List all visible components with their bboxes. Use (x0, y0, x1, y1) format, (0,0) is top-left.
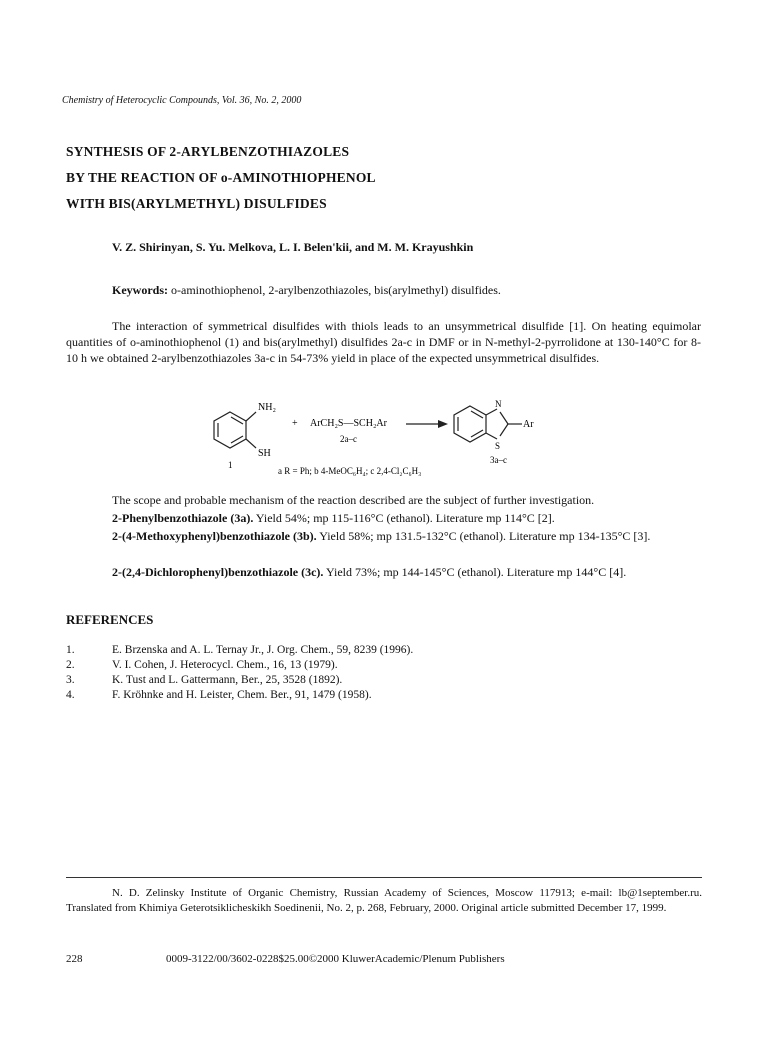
title-line-2: BY THE REACTION OF o-AMINOTHIOPHENOL (66, 170, 376, 185)
authors: V. Z. Shirinyan, S. Yu. Melkova, L. I. Belen'kii, and M. M. Krayushkin (112, 240, 474, 254)
reference-number: 2. (66, 659, 75, 671)
reference-item (66, 659, 338, 671)
product-ar-label: Ar (523, 419, 534, 430)
reference-text: V. I. Cohen, J. Heterocycl. Chem., 16, 13 (1979). (112, 659, 338, 671)
nh2-label: NH₂ (258, 402, 276, 413)
page-number: 228 (66, 953, 83, 965)
scheme-footnote: a R = Ph; b 4-MeOC₆H₄; c 2,4-Cl₂C₆H₃ (278, 466, 422, 476)
compound-3c (112, 564, 626, 580)
affiliation-footnote: N. D. Zelinsky Institute of Organic Chemistry, Russian Academy of Sciences, Moscow 117913; e-mail: lb@1september.ru. Translated from Khimiya Geterotsiklicheskikh Soedinenii, No. 2, p. 268, February, 2000. Original article submitted December 17, 1999. (66, 887, 702, 914)
footnote-divider (66, 877, 702, 878)
reagent-label: 2a–c (340, 434, 357, 444)
journal-header: Chemistry of Heterocyclic Compounds, Vol. 36, No. 2, 2000 (62, 95, 302, 106)
reference-number: 4. (66, 689, 75, 701)
compound-3a (112, 510, 555, 526)
compound-3b-name: 2-(4-Methoxyphenyl)benzothiazole (3b). (112, 529, 317, 543)
reference-item (66, 689, 372, 701)
reaction-scheme (200, 394, 580, 476)
title-line-3: WITH BIS(ARYLMETHYL) DISULFIDES (66, 196, 327, 211)
product-label: 3a–c (490, 455, 507, 465)
product-n-label: N (495, 399, 502, 409)
reference-number: 1. (66, 644, 75, 656)
reference-item (66, 674, 342, 686)
reaction-arrow (406, 420, 448, 428)
compound-3a-name: 2-Phenylbenzothiazole (3a). (112, 511, 254, 525)
reference-text: F. Kröhnke and H. Leister, Chem. Ber., 91, 1479 (1958). (112, 689, 372, 701)
plus-sign: + (292, 418, 298, 429)
reference-text: E. Brzenska and A. L. Ternay Jr., J. Org. Chem., 59, 8239 (1996). (112, 644, 414, 656)
title-line-1: SYNTHESIS OF 2-ARYLBENZOTHIAZOLES (66, 144, 350, 159)
copyright-line: 0009-3122/00/3602-0228$25.00©2000 KluwerAcademic/Plenum Publishers (166, 953, 505, 965)
references-heading: REFERENCES (66, 612, 154, 627)
compound-3a-text: Yield 54%; mp 115-116°C (ethanol). Literature mp 114°C [2]. (255, 511, 555, 525)
benzothiazole-ring (454, 406, 522, 442)
reference-number: 3. (66, 674, 75, 686)
scope-paragraph: The scope and probable mechanism of the reaction described are the subject of further investigation. (112, 493, 595, 507)
reagent-formula: ArCH₂S—SCH₂Ar (310, 418, 387, 429)
benzene-ring-1 (214, 412, 256, 448)
compound-3b (66, 528, 701, 544)
compound-3b-text: Yield 58%; mp 131.5-132°C (ethanol). Literature mp 134-135°C [3]. (319, 529, 651, 543)
compound-3c-text: Yield 73%; mp 144-145°C (ethanol). Literature mp 144°C [4]. (325, 565, 627, 579)
keywords-text: o-aminothiophenol, 2-arylbenzothiazoles, bis(arylmethyl) disulfides. (171, 283, 501, 297)
keywords-label: Keywords: (112, 283, 168, 297)
sh-label: SH (258, 448, 271, 459)
reference-item (66, 644, 413, 656)
keywords (112, 283, 501, 298)
compound-1-label: 1 (228, 460, 233, 470)
intro-paragraph: The interaction of symmetrical disulfides with thiols leads to an unsymmetrical disulfide [1]. On heating equimolar quantities of o-aminothiophenol (1) and bis(arylmethyl) disulfides 2a-c in DMF or in N-methyl-2-pyrrolidone at 130-140°C for 8-10 h we obtained 2-arylbenzothiazoles 3a-c in 54-73% yield in place of the expected unsymmetrical disulfides. (66, 319, 701, 365)
compound-3c-name: 2-(2,4-Dichlorophenyl)benzothiazole (3c). (112, 565, 324, 579)
product-s-label: S (495, 441, 501, 451)
reference-text: K. Tust and L. Gattermann, Ber., 25, 3528 (1892). (112, 674, 343, 686)
